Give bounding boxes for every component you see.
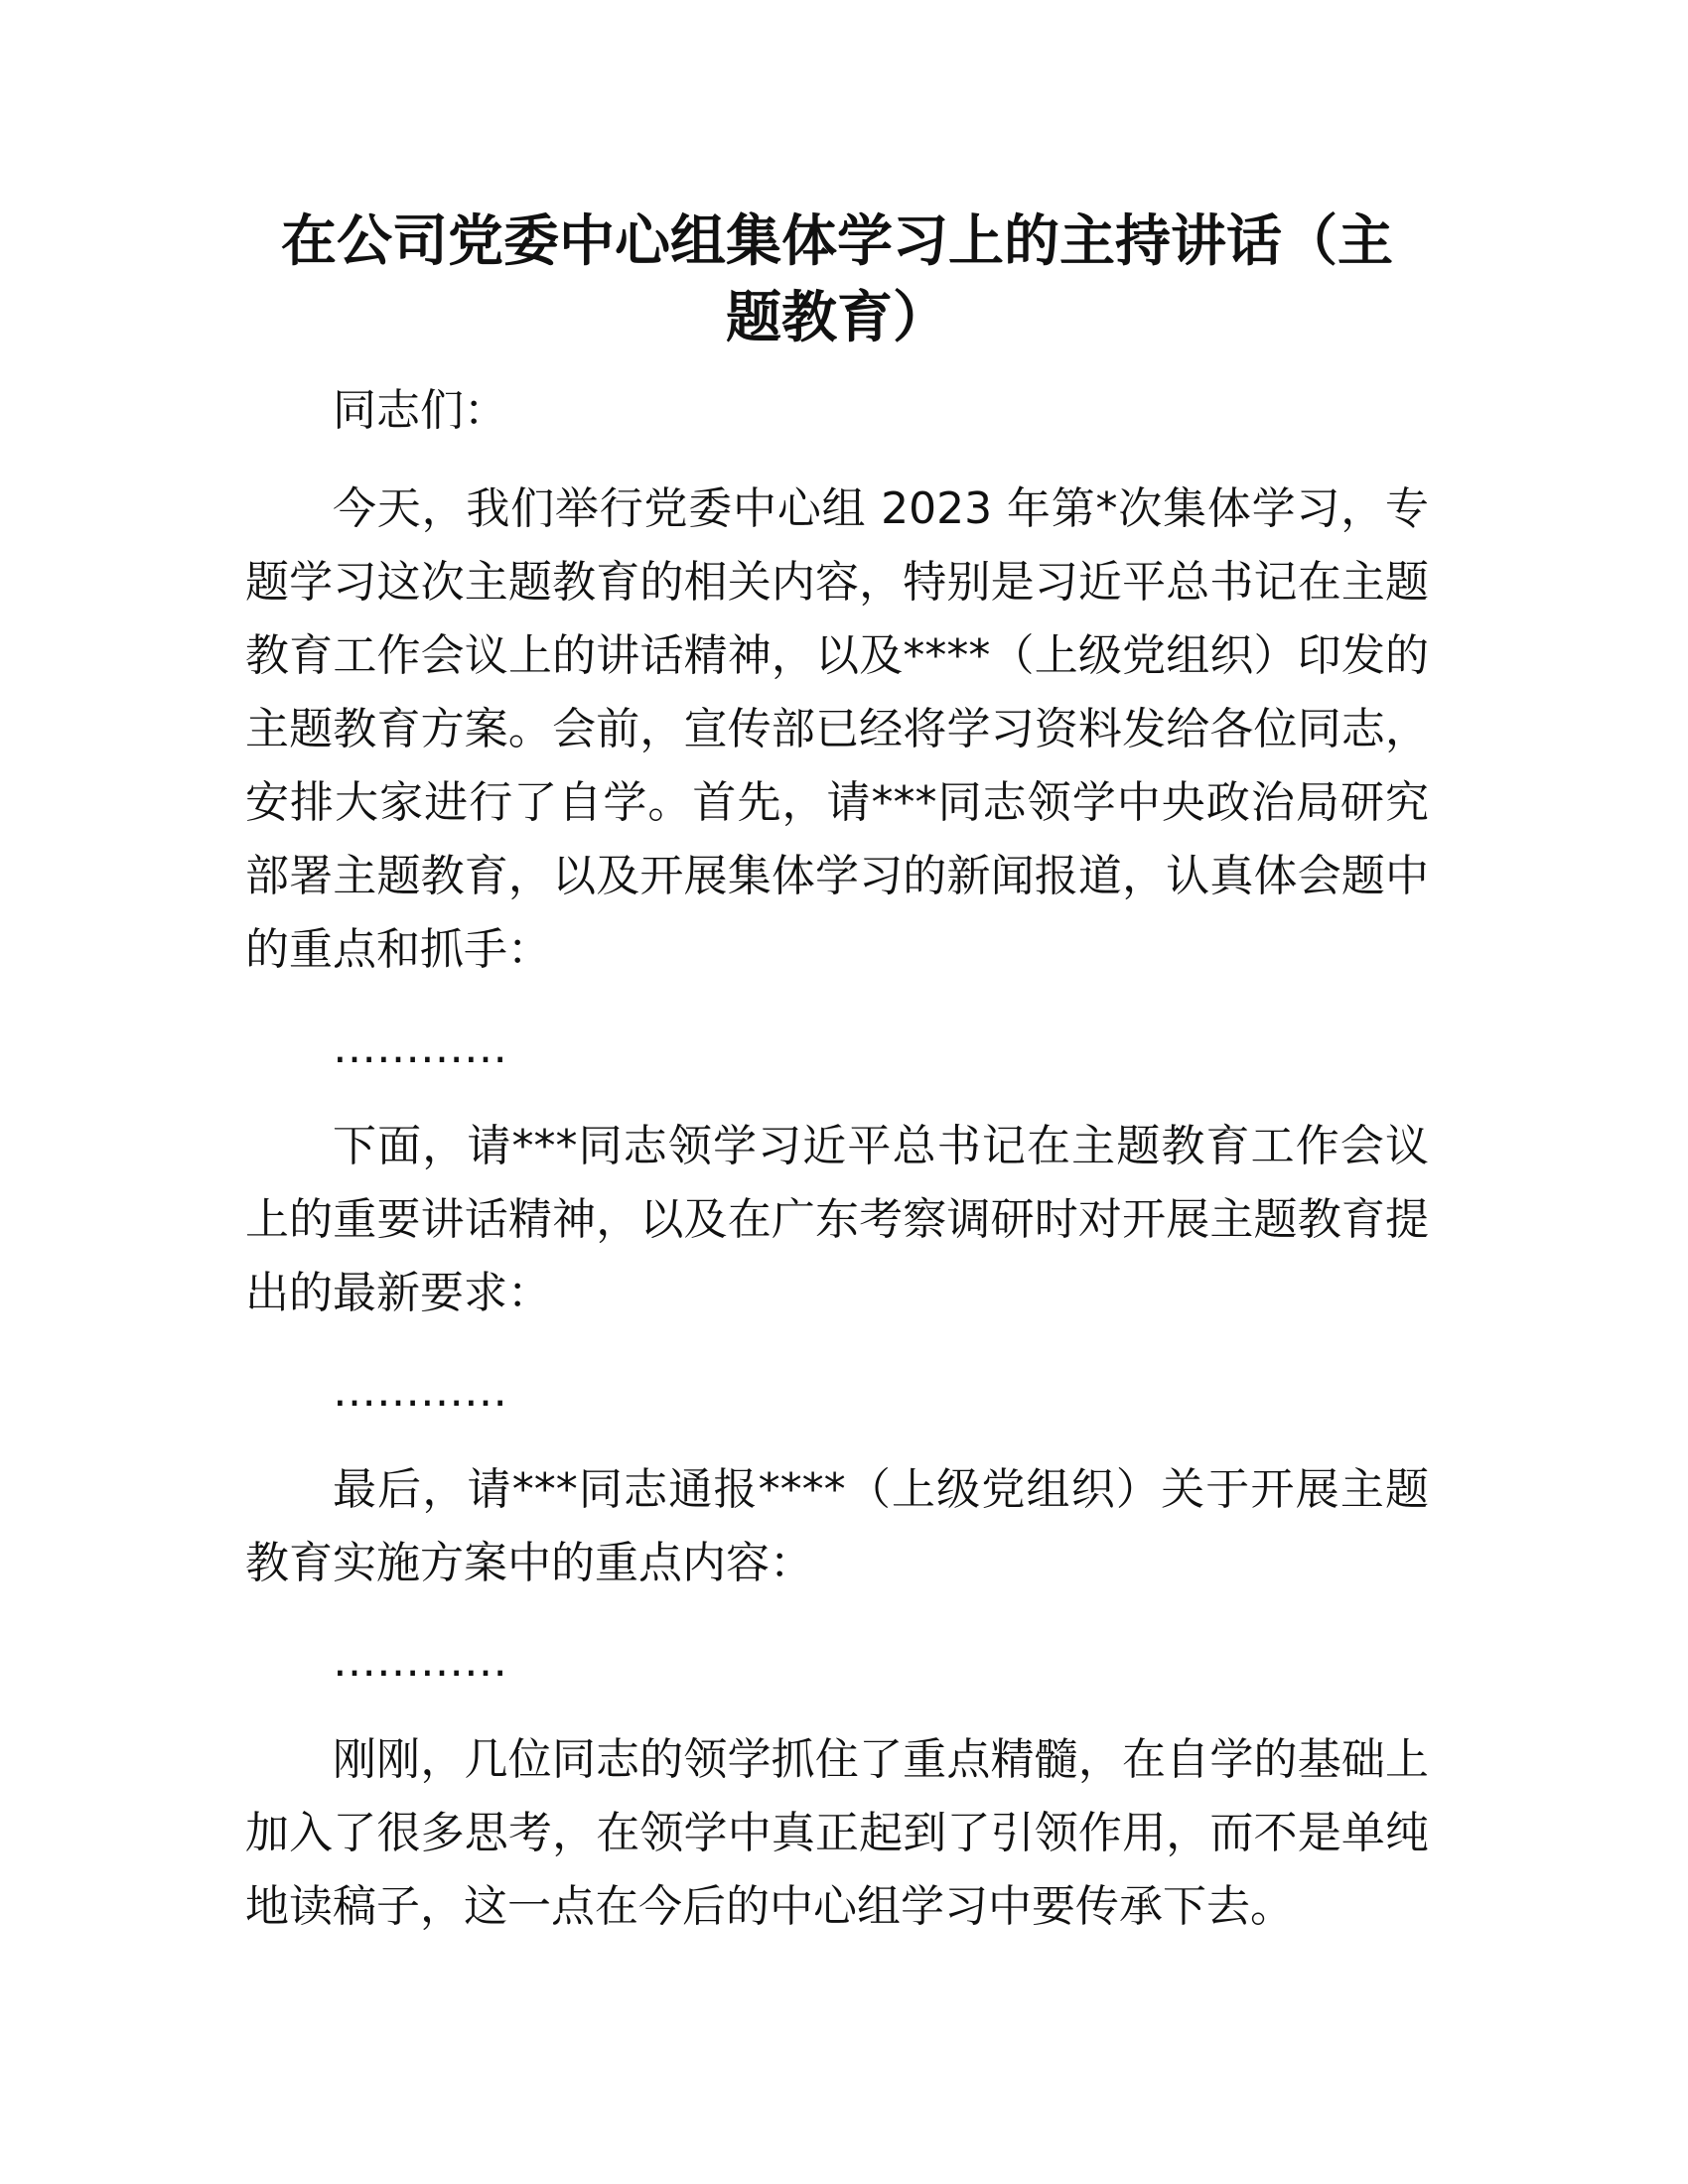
paragraph-line: 题学习这次主题教育的相关内容，特别是习近平总书记在主题	[245, 557, 1429, 608]
paragraph	[245, 1012, 1429, 1085]
paragraph-line: 教育工作会议上的讲话精神，以及****（上级党组织）印发的	[245, 630, 1429, 681]
title-line-2: 题教育）	[726, 286, 948, 350]
paragraph-line: 主题教育方案。会前，宣传部已经将学习资料发给各位同志，	[245, 704, 1429, 754]
paragraph-line: 同志们：	[333, 385, 507, 436]
paragraph-line: 最后，请***同志通报****（上级党组织）关于开展主题	[333, 1464, 1429, 1515]
paragraph-line: 上的重要讲话精神，以及在广东考察调研时对开展主题教育提	[245, 1194, 1429, 1245]
paragraph-line: 加入了很多思考，在领学中真正起到了引领作用，而不是单纯	[245, 1808, 1429, 1858]
paragraph	[245, 473, 1429, 987]
paragraph	[245, 1625, 1429, 1699]
paragraph-line: 的重点和抓手：	[245, 924, 551, 975]
paragraph-line: …………	[333, 1366, 507, 1417]
paragraph-line: 安排大家进行了自学。首先，请***同志领学中央政治局研究	[245, 777, 1429, 828]
paragraph-line: 今天，我们举行党委中心组 2023 年第*次集体学习，专	[333, 483, 1429, 534]
document-body	[245, 374, 1429, 1944]
document-page	[245, 204, 1429, 1944]
paragraph-line: 部署主题教育，以及开展集体学习的新闻报道，认真体会题中	[245, 851, 1429, 901]
paragraph	[245, 1355, 1429, 1429]
paragraph-line: …………	[333, 1023, 507, 1073]
document-title	[225, 204, 1449, 356]
paragraph-line: 地读稿子，这一点在今后的中心组学习中要传承下去。	[245, 1881, 1294, 1932]
paragraph-line: 出的最新要求：	[245, 1268, 551, 1318]
paragraph	[245, 1110, 1429, 1330]
paragraph-line: …………	[333, 1636, 507, 1687]
paragraph	[245, 374, 1429, 448]
paragraph-line: 教育实施方案中的重点内容：	[245, 1538, 813, 1588]
paragraph-line: 刚刚，几位同志的领学抓住了重点精髓，在自学的基础上	[333, 1734, 1429, 1785]
title-line-1: 在公司党委中心组集体学习上的主持讲话（主	[281, 209, 1393, 274]
paragraph	[245, 1453, 1429, 1600]
paragraph-line: 下面，请***同志领学习近平总书记在主题教育工作会议	[333, 1121, 1429, 1171]
paragraph	[245, 1723, 1429, 1944]
